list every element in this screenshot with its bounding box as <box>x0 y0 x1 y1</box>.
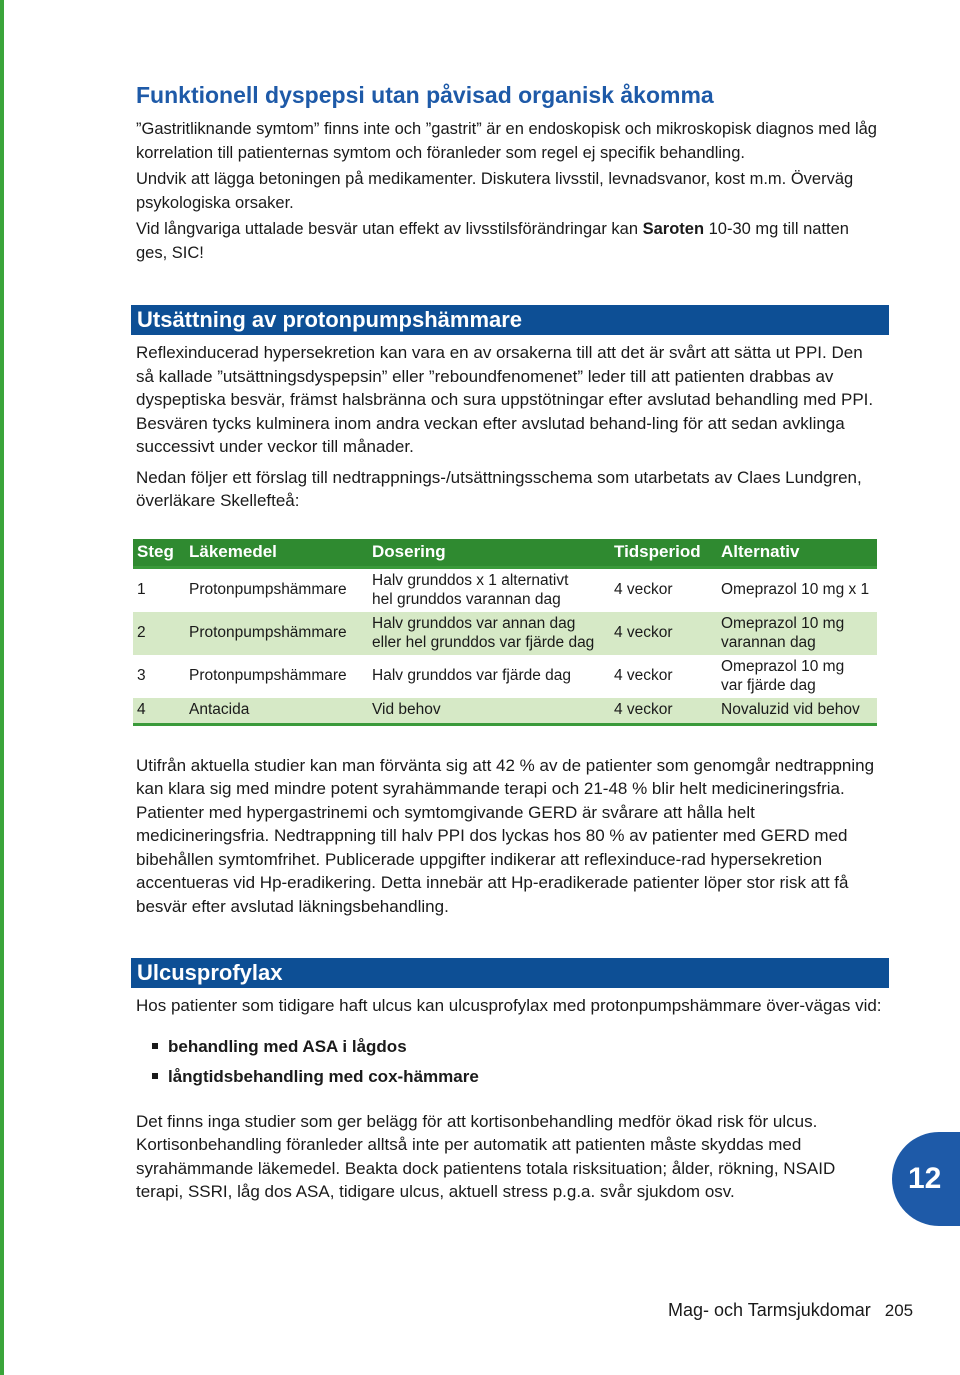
section-heading-ulcusprofylax: Ulcusprofylax <box>131 958 889 988</box>
cell-dosering-line1: Halv grunddos var annan dag <box>372 614 576 632</box>
paragraph-kortison: Det finns inga studier som ger belägg för att kortisonbehandling medför ökad risk för ulcus. Kortisonbehandling föranleder alltså inte per automatik att patienten måste skyddas med syrahämmande läkemedel. Beakta dock patientens totala risksituation; ålder, rökning, NSAID terapi, SSRI, låg dos ASA, tidigare ulcus, aktuell stress p.g.a. svår sjukdom osv. <box>136 1111 836 1201</box>
table-row <box>133 698 877 725</box>
bullet-square-icon <box>152 1043 158 1049</box>
table-header-row <box>133 539 877 568</box>
saroten-text-after: 10-30 mg till natten ges, SIC! <box>136 220 849 262</box>
table-row <box>133 612 877 655</box>
cell-alternativ-line2: varannan dag <box>721 634 816 651</box>
paragraph-reflex: Reflexinducerad hypersekretion kan vara en av orsakerna till att det är svårt att sätta ut PPI. Den så kallade ”utsättningsdyspepsin” eller ”reboundfenomenet” leder till att patienten drabbas av dyspeptiska besvär, främst halsbränna och sura uppstötningar efter avslutad behandling med PPI. Besvären tycks kulminera inom andra veckan efter avslutad behand-ling för att sedan avklinga successivt under veckor till månader. <box>136 343 874 456</box>
paragraph-gastrit: ”Gastritliknande symtom” finns inte och ”gastrit” är en endoskopisk och mikroskopisk diagnos med låg korrelation till patienternas symtom och föranleder som regel ej specifik behandling. <box>136 120 877 162</box>
section-title-dyspepsi: Funktionell dyspepsi utan påvisad organisk åkomma <box>136 82 714 108</box>
cell-lakemedel: Antacida <box>185 698 368 725</box>
bullet-square-icon <box>152 1073 158 1079</box>
page-footer <box>668 1300 913 1321</box>
header-lakemedel: Läkemedel <box>185 539 368 568</box>
cell-tid: 4 veckor <box>610 698 717 725</box>
cell-dosering <box>368 612 610 655</box>
list-item <box>152 1032 882 1062</box>
cell-lakemedel: Protonpumpshämmare <box>189 667 347 685</box>
paragraph-undvik: Undvik att lägga betoningen på medikamenter. Diskutera livsstil, levnadsvanor, kost m.m. Överväg psykologiska orsaker. <box>136 170 854 212</box>
cell-steg: 4 <box>133 698 185 725</box>
footer-title: Mag- och Tarmsjukdomar <box>668 1300 871 1320</box>
page-edge-stripe <box>0 0 4 1375</box>
cell-dosering-line2: eller hel grunddos var fjärde dag <box>372 634 595 651</box>
cell-tid: 4 veckor <box>610 612 717 655</box>
header-alternativ: Alternativ <box>717 539 877 568</box>
cell-tid: 4 veckor <box>614 667 673 685</box>
cell-alternativ-line2: var fjärde dag <box>721 677 816 694</box>
paragraph-forslag: Nedan följer ett förslag till nedtrappnings-/utsättningsschema som utarbetats av Claes Lundgren, överläkare Skellefteå: <box>136 467 862 510</box>
header-tidsperiod: Tidsperiod <box>610 539 717 568</box>
cell-lakemedel: Protonpumpshämmare <box>185 612 368 655</box>
cell-steg: 1 <box>133 567 185 612</box>
cell-alternativ-line1: Omeprazol 10 mg <box>721 657 845 675</box>
header-dosering: Dosering <box>368 539 610 568</box>
cell-dosering: Vid behov <box>368 698 610 725</box>
cell-alternativ-line1: Omeprazol 10 mg <box>721 614 845 632</box>
table-row <box>133 655 877 698</box>
saroten-drug-name: Saroten <box>642 220 705 238</box>
paragraph-ulcus: Hos patienter som tidigare haft ulcus kan ulcusprofylax med protonpumpshämmare över-vägas vid: <box>136 996 882 1015</box>
cell-dosering-line1: Halv grunddos x 1 alternativt <box>372 571 569 589</box>
cell-tid: 4 veckor <box>610 567 717 612</box>
bullet-list <box>152 1032 882 1092</box>
cell-steg: 2 <box>133 612 185 655</box>
cell-dosering: Halv grunddos var fjärde dag <box>372 667 572 685</box>
cell-steg: 3 <box>137 667 146 685</box>
list-item-text: långtidsbehandling med cox-hämmare <box>168 1066 479 1086</box>
cell-alternativ <box>717 655 877 698</box>
saroten-text-before: Vid långvariga uttalade besvär utan effekt av livsstilsförändringar kan <box>136 220 643 238</box>
paragraph-saroten <box>136 218 882 265</box>
paragraph-studier: Utifrån aktuella studier kan man förvänta sig att 42 % av de patienter som genomgår nedtrappning kan klara sig med mindre potent syrahämmande terapi och 21-48 % blir helt medicineringsfria. Patienter med hypergastrinemi och symtomgivande GERD är svårare att hålla helt medicineringsfria. Nedtrappning till halv PPI dos lyckas hos 80 % av patienter med GERD med bibehållen symtomfrihet. Publicerade uppgifter indikerar att reflexinduce-rad hypersekretion accentueras vid Hp-eradikering. Detta innebär att Hp-eradikerade patienter löper stor risk att få besvär efter avslutad läkningsbehandling. <box>136 755 875 916</box>
cell-dosering <box>368 567 610 612</box>
cell-dosering-line2: hel grunddos varannan dag <box>372 591 561 608</box>
taper-schedule-table <box>133 539 877 726</box>
cell-alternativ: Omeprazol 10 mg x 1 <box>717 567 877 612</box>
page-number: 205 <box>884 1301 914 1320</box>
header-steg: Steg <box>133 539 185 568</box>
cell-alternativ <box>717 612 877 655</box>
page-content <box>136 78 882 1204</box>
chapter-tab: 12 <box>892 1132 960 1226</box>
table-row <box>133 567 877 612</box>
section-heading-utsattning: Utsättning av protonpumpshämmare <box>131 305 889 335</box>
list-item <box>152 1062 882 1092</box>
cell-lakemedel: Protonpumpshämmare <box>185 567 368 612</box>
cell-alternativ: Novaluzid vid behov <box>717 698 877 725</box>
list-item-text: behandling med ASA i lågdos <box>168 1036 407 1056</box>
